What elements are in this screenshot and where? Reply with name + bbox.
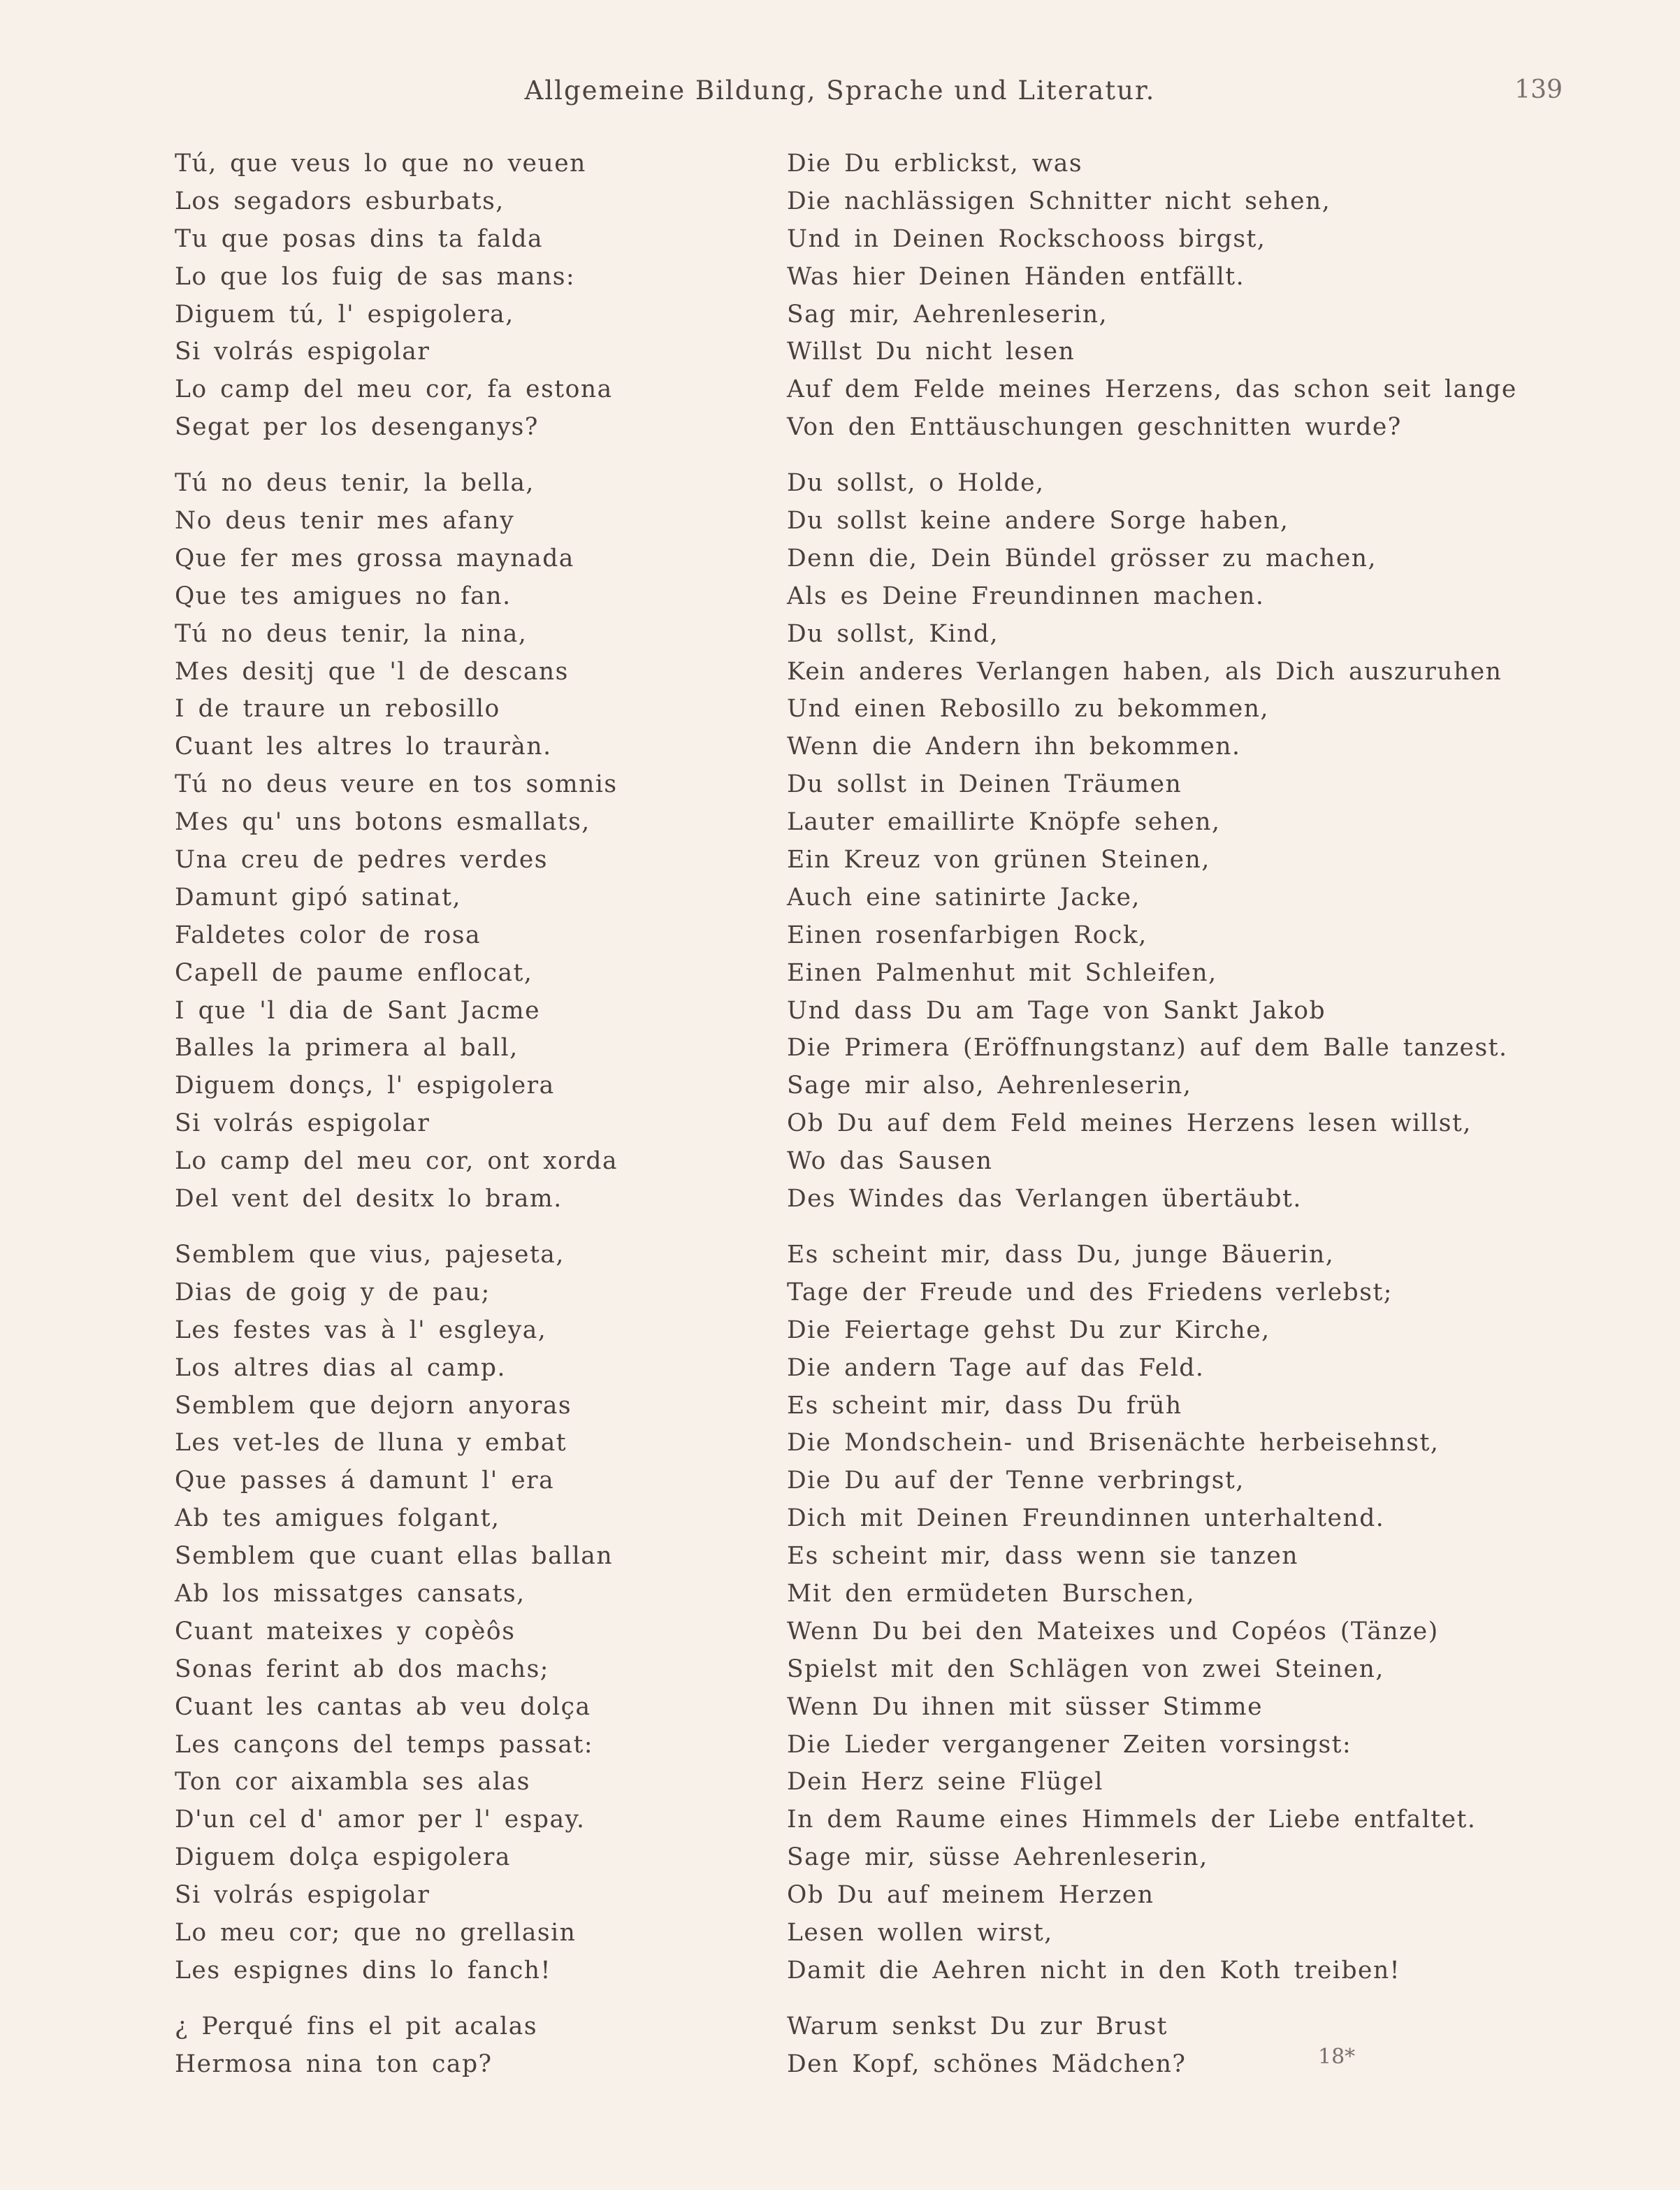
german-verse-line: Einen rosenfarbigen Rock, [787,921,1147,949]
german-verse-line: Du sollst, Kind, [787,619,999,648]
german-verse-line: Lesen wollen wirst, [787,1918,1053,1947]
german-verse-line: Die nachlässigen Schnitter nicht sehen, [787,187,1331,215]
catalan-verse-line: Lo camp del meu cor, ont xorda [175,1147,618,1176]
catalan-verse-line: Si volrás espigolar [175,1881,430,1910]
german-verse-line: Wenn Du bei den Mateixes und Copéos (Tänze) [787,1617,1439,1645]
catalan-verse-line: Semblem que dejorn anyoras [175,1391,572,1420]
german-verse-line: Auf dem Felde meines Herzens, das schon seit lange [787,375,1517,404]
german-verse-line: Des Windes das Verlangen übertäubt. [787,1185,1302,1213]
catalan-verse-line: Una creu de pedres verdes [175,846,548,874]
catalan-verse-line: Cuant les altres lo trauràn. [175,733,552,761]
catalan-verse-line: No deus tenir mes afany [175,507,515,535]
german-verse-line: Lauter emaillirte Knöpfe sehen, [787,808,1221,837]
german-verse-line: Kein anderes Verlangen haben, als Dich auszuruhen [787,657,1502,686]
german-verse-line: Dein Herz seine Flügel [787,1768,1103,1796]
german-verse-line: Du sollst in Deinen Träumen [787,770,1182,799]
german-verse-line: Und dass Du am Tage von Sankt Jakob [787,996,1326,1025]
german-verse-line: Spielst mit den Schlägen von zwei Steinen, [787,1655,1384,1683]
german-verse-line: Sag mir, Aehrenleserin, [787,300,1108,329]
catalan-verse-line: D'un cel d' amor per l' espay. [175,1806,586,1834]
catalan-verse-line: Diguem tú, l' espigolera, [175,300,514,329]
catalan-verse-line: Les cançons del temps passat: [175,1730,593,1759]
german-verse-line: Von den Enttäuschungen geschnitten wurde? [787,413,1402,442]
german-stanza-2 [787,465,1584,1218]
catalan-verse-line: Balles la primera al ball, [175,1034,519,1062]
catalan-verse-line: Damunt gipó satinat, [175,883,461,912]
german-verse-line: Es scheint mir, dass Du, junge Bäuerin, [787,1240,1335,1269]
german-verse-line: In dem Raume eines Himmels der Liebe entfaltet. [787,1806,1477,1834]
catalan-verse-line: Capell de paume enflocat, [175,958,533,987]
german-verse-line: Wenn Du ihnen mit süsser Stimme [787,1692,1263,1721]
catalan-verse-line: Cuant mateixes y copèôs [175,1617,516,1645]
german-verse-line: Wo das Sausen [787,1147,993,1176]
catalan-column [175,145,776,2084]
german-verse-line: Du sollst, o Holde, [787,469,1045,498]
catalan-verse-line: Diguem dolça espigolera [175,1843,511,1872]
catalan-verse-line: Tú no deus tenir, la nina, [175,619,528,648]
catalan-verse-line: Lo que los fuig de sas mans: [175,262,576,291]
catalan-verse-line: Tú no deus veure en tos somnis [175,770,618,799]
catalan-verse-line: Lo camp del meu cor, fa estona [175,375,613,404]
german-stanza-4 [787,2008,1584,2084]
catalan-verse-line: Que passes á damunt l' era [175,1467,555,1495]
catalan-verse-line: Ab tes amigues folgant, [175,1504,500,1533]
german-verse-line: Warum senkst Du zur Brust [787,2012,1168,2040]
german-stanza-1 [787,145,1584,447]
catalan-verse-line: Que fer mes grossa maynada [175,544,574,572]
catalan-verse-line: Segat per los desenganys? [175,413,539,442]
catalan-verse-line: Sonas ferint ab dos machs; [175,1655,549,1683]
page-number: 139 [1514,75,1563,104]
catalan-verse-line: Ab los missatges cansats, [175,1579,526,1608]
catalan-verse-line: Ton cor aixambla ses alas [175,1768,531,1796]
german-stanza-3 [787,1237,1584,1990]
catalan-stanza-4 [175,2008,776,2084]
german-verse-line: Ob Du auf dem Feld meines Herzens lesen willst, [787,1109,1472,1138]
german-verse-line: Einen Palmenhut mit Schleifen, [787,958,1217,987]
catalan-verse-line: Mes desitj que 'l de descans [175,657,569,686]
running-head: Allgemeine Bildung, Sprache und Literatur. [524,75,1156,106]
german-verse-line: Sage mir also, Aehrenleserin, [787,1072,1192,1100]
german-verse-line: Damit die Aehren nicht in den Koth treiben! [787,1956,1401,1984]
catalan-verse-line: Tu que posas dins ta falda [175,224,544,253]
catalan-verse-line: Los segadors esburbats, [175,187,505,215]
german-verse-line: Die Du erblickst, was [787,150,1083,178]
catalan-verse-line: Lo meu cor; que no grellasin [175,1918,577,1947]
german-verse-line: Dich mit Deinen Freundinnen unterhaltend. [787,1504,1385,1533]
german-verse-line: Die Feiertage gehst Du zur Kirche, [787,1316,1270,1344]
catalan-verse-line: Del vent del desitx lo bram. [175,1185,563,1213]
catalan-verse-line: Dias de goig y de pau; [175,1278,491,1306]
catalan-verse-line: I de traure un rebosillo [175,695,500,723]
catalan-verse-line: Los altres dias al camp. [175,1353,506,1382]
catalan-verse-line: Cuant les cantas ab veu dolça [175,1692,591,1721]
german-verse-line: Und einen Rebosillo zu bekommen, [787,695,1269,723]
catalan-verse-line: Si volrás espigolar [175,1109,430,1138]
catalan-verse-line: Semblem que vius, pajeseta, [175,1240,565,1269]
german-verse-line: Du sollst keine andere Sorge haben, [787,507,1289,535]
catalan-verse-line: I que 'l dia de Sant Jacme [175,996,540,1025]
german-verse-line: Den Kopf, schönes Mädchen? [787,2049,1187,2078]
german-verse-line: Was hier Deinen Händen entfällt. [787,262,1245,291]
catalan-verse-line: Semblem que cuant ellas ballan [175,1542,614,1571]
catalan-verse-line: Hermosa nina ton cap? [175,2049,493,2078]
german-verse-line: Willst Du nicht lesen [787,338,1076,366]
german-verse-line: Als es Deine Freundinnen machen. [787,582,1265,610]
german-verse-line: Und in Deinen Rockschooss birgst, [787,224,1266,253]
german-verse-line: Die Mondschein- und Brisenächte herbeisehnst, [787,1429,1440,1457]
german-verse-line: Die andern Tage auf das Feld. [787,1353,1205,1382]
catalan-verse-line: Diguem donçs, l' espigolera [175,1072,555,1100]
catalan-verse-line: Les vet-les de lluna y embat [175,1429,567,1457]
german-verse-line: Die Du auf der Tenne verbringst, [787,1467,1245,1495]
german-column [787,145,1584,2084]
german-verse-line: Wenn die Andern ihn bekommen. [787,733,1241,761]
catalan-verse-line: Tú no deus tenir, la bella, [175,469,535,498]
catalan-verse-line: Tú, que veus lo que no veuen [175,150,586,178]
german-verse-line: Tage der Freude und des Friedens verlebst; [787,1278,1393,1306]
catalan-verse-line: Si volrás espigolar [175,338,430,366]
german-verse-line: Mit den ermüdeten Burschen, [787,1579,1196,1608]
catalan-stanza-2 [175,465,776,1218]
catalan-verse-line: Faldetes color de rosa [175,921,481,949]
catalan-stanza-1 [175,145,776,447]
catalan-verse-line: Mes qu' uns botons esmallats, [175,808,591,837]
german-verse-line: Sage mir, süsse Aehrenleserin, [787,1843,1208,1872]
german-verse-line: Es scheint mir, dass wenn sie tanzen [787,1542,1298,1571]
german-verse-line: Auch eine satinirte Jacke, [787,883,1140,912]
german-verse-line: Die Lieder vergangener Zeiten vorsingst: [787,1730,1352,1759]
german-verse-line: Denn die, Dein Bündel grösser zu machen, [787,544,1377,572]
catalan-verse-line: Les festes vas à l' esgleya, [175,1316,547,1344]
german-verse-line: Die Primera (Eröffnungstanz) auf dem Balle tanzest. [787,1034,1508,1062]
german-verse-line: Ein Kreuz von grünen Steinen, [787,846,1210,874]
catalan-stanza-3 [175,1237,776,1990]
german-verse-line: Es scheint mir, dass Du früh [787,1391,1182,1420]
catalan-verse-line: Que tes amigues no fan. [175,582,512,610]
sheet-signature: 18* [1318,2045,1356,2069]
catalan-verse-line: ¿ Perqué fins el pit acalas [175,2012,538,2040]
german-verse-line: Ob Du auf meinem Herzen [787,1881,1154,1910]
catalan-verse-line: Les espignes dins lo fanch! [175,1956,551,1984]
